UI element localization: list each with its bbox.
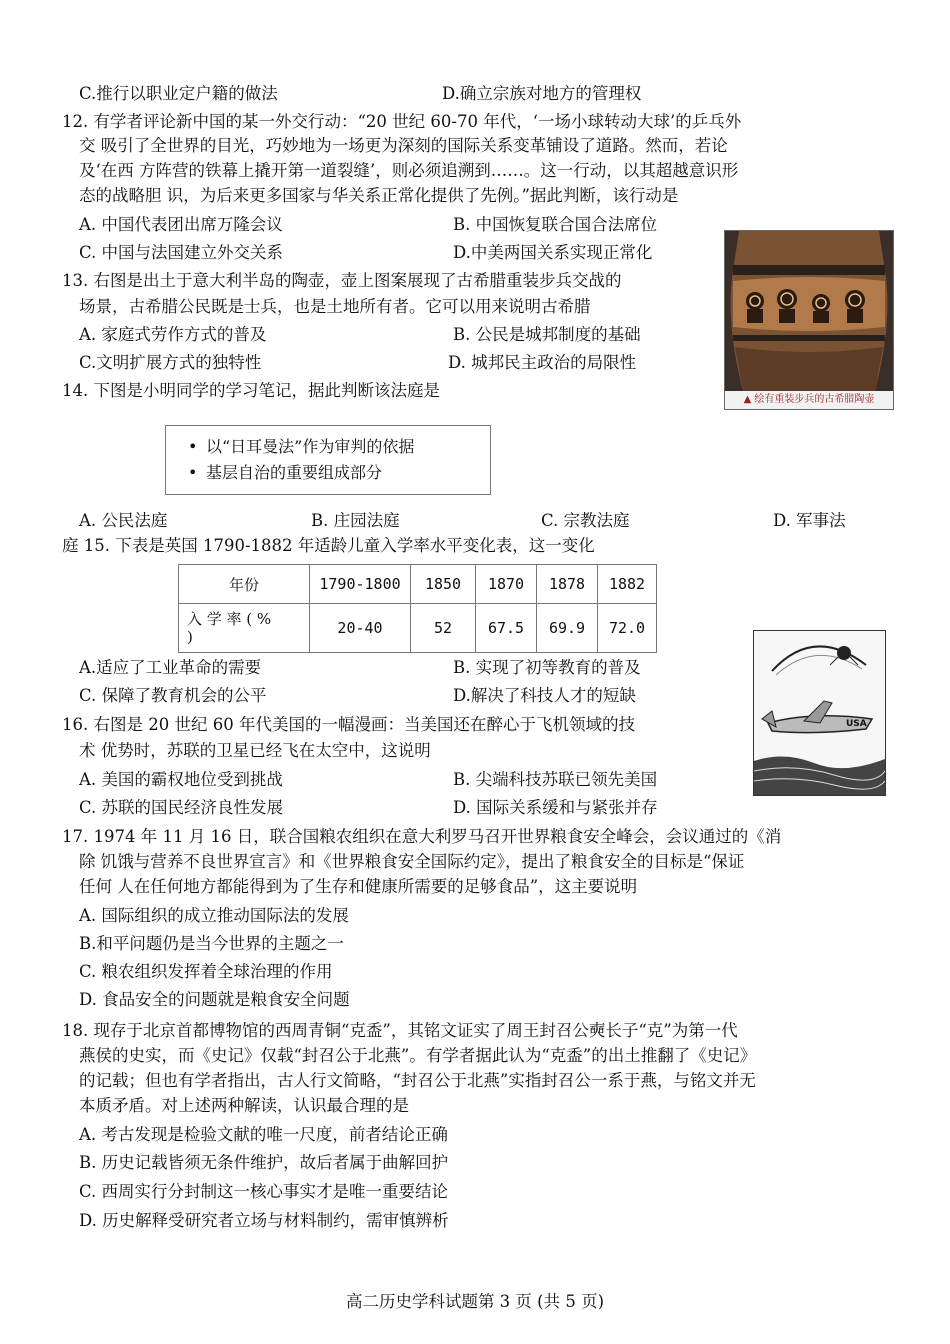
q17-option-b: B.和平问题仍是当今世界的主题之一	[79, 934, 344, 953]
q12-option-b: B. 中国恢复联合国合法席位	[453, 215, 658, 234]
vase-caption: ▲ 绘有重装步兵的古希腊陶壶	[743, 394, 875, 405]
q14-option-d: D. 军事法	[773, 511, 846, 530]
study-note-box	[165, 425, 491, 495]
q13-line-2: 场景，古希腊公民既是士兵，也是土地所有者。它可以用来说明古希腊	[79, 297, 591, 316]
q17-option-d: D. 食品安全的问题就是粮食安全问题	[79, 990, 350, 1009]
table-cell: 52	[411, 604, 476, 653]
q15-option-d: D.解决了科技人才的短缺	[453, 686, 636, 705]
q18-line-3: 的记载；但也有学者指出，古人行文简略，“封召公于北燕”实指封召公一系于燕，与铭文并无	[79, 1071, 756, 1090]
table-cell: 1870	[476, 565, 537, 604]
table-cell: 72.0	[598, 604, 657, 653]
table-cell: 20-40	[310, 604, 411, 653]
q12-line-1: 12. 有学者评论新中国的某一外交行动：“20 世纪 60-70 年代，‘一场小球转动大球’的乒乓外	[62, 112, 742, 131]
q17-option-c: C. 粮农组织发挥着全球治理的作用	[79, 962, 333, 981]
table-row	[179, 604, 657, 653]
q16-line-1: 16. 右图是 20 世纪 60 年代美国的一幅漫画：当美国还在醉心于飞机领域的技	[62, 715, 635, 734]
q14-option-c: C. 宗教法庭	[541, 511, 630, 530]
q13-line-1: 13. 右图是出土于意大利半岛的陶壶，壶上图案展现了古希腊重装步兵交战的	[62, 271, 622, 290]
q12-option-d: D.中美两国关系实现正常化	[453, 243, 653, 262]
q18-option-d: D. 历史解释受研究者立场与材料制约，需审慎辨析	[79, 1211, 449, 1230]
table-cell: 67.5	[476, 604, 537, 653]
q16-line-2: 术 优势时，苏联的卫星已经飞在太空中，这说明	[79, 741, 431, 760]
q16-option-b: B. 尖端科技苏联已领先美国	[453, 770, 658, 789]
greek-vase-image	[724, 230, 894, 410]
table-row	[179, 565, 657, 604]
q13-option-a: A. 家庭式劳作方式的普及	[79, 325, 267, 344]
q18-option-b: B. 历史记载皆须无条件维护，故后者属于曲解回护	[79, 1153, 449, 1172]
q14-option-a: A. 公民法庭	[79, 511, 168, 530]
page-footer: 高二历史学科试题第 3 页 (共 5 页)	[345, 1292, 605, 1311]
q15-option-c: C. 保障了教育机会的公平	[79, 686, 267, 705]
table-header-year: 年份	[179, 565, 310, 604]
table-cell: 1790-1800	[310, 565, 411, 604]
q17-line-2: 除 饥饿与营养不良世界宣言》和《世界粮食安全国际约定》，提出了粮食安全的目标是“保证	[79, 852, 745, 871]
q16-option-c: C. 苏联的国民经济良性发展	[79, 798, 284, 817]
q11-option-d: D.确立宗族对地方的管理权	[442, 84, 642, 103]
q18-option-a: A. 考古发现是检验文献的唯一尺度，前者结论正确	[79, 1125, 448, 1144]
space-race-cartoon-image	[753, 630, 886, 796]
q18-line-4: 本质矛盾。对上述两种解读，认识最合理的是	[79, 1096, 409, 1115]
q18-line-1: 18. 现存于北京首都博物馆的西周青铜“克盉”，其铭文证实了周王封召公奭长子“克”为第一代	[62, 1021, 738, 1040]
q12-option-c: C. 中国与法国建立外交关系	[79, 243, 284, 262]
q11-option-c: C.推行以职业定户籍的做法	[79, 84, 278, 103]
q15-option-b: B. 实现了初等教育的普及	[453, 658, 641, 677]
enrollment-rate-table	[178, 564, 657, 653]
q13-option-b: B. 公民是城邦制度的基础	[453, 325, 641, 344]
q16-option-d: D. 国际关系缓和与紧张并存	[453, 798, 658, 817]
q15-line: 庭 15. 下表是英国 1790-1882 年适龄儿童入学率水平变化表，这一变化	[62, 536, 595, 555]
q12-option-a: A. 中国代表团出席万隆会议	[79, 215, 283, 234]
q15-option-a: A.适应了工业革命的需要	[79, 658, 262, 677]
plane-label: USA	[846, 719, 867, 729]
q13-option-d: D. 城邦民主政治的局限性	[448, 353, 637, 372]
q17-line-1: 17. 1974 年 11 月 16 日，联合国粮农组织在意大利罗马召开世界粮食安全峰会，会议通过的《消	[62, 827, 782, 846]
q18-option-c: C. 西周实行分封制这一核心事实才是唯一重要结论	[79, 1182, 449, 1201]
table-cell: 1850	[411, 565, 476, 604]
table-cell: 1878	[537, 565, 598, 604]
q14-line: 14. 下图是小明同学的学习笔记，据此判断该法庭是	[62, 381, 440, 400]
study-note-item: • 基层自治的重要组成部分	[188, 463, 383, 482]
table-header-rate: 入 学 率 ( % )	[179, 604, 310, 653]
study-note-item: • 以“日耳曼法”作为审判的依据	[188, 437, 415, 456]
table-cell: 1882	[598, 565, 657, 604]
q18-line-2: 燕侯的史实，而《史记》仅载“封召公于北燕”。有学者据此认为“克盉”的出土推翻了《史记》	[79, 1046, 757, 1065]
table-cell: 69.9	[537, 604, 598, 653]
q12-line-4: 态的战略胆 识，为后来更多国家与华关系正常化提供了先例。”据此判断，该行动是	[79, 186, 679, 205]
q16-option-a: A. 美国的霸权地位受到挑战	[79, 770, 283, 789]
q12-line-3: 及‘在西 方阵营的铁幕上撬开第一道裂缝’，则必须追溯到……。这一行动，以其超越意识形	[79, 161, 739, 180]
q12-line-2: 交 吸引了全世界的目光，巧妙地为一场更为深刻的国际关系变革铺设了道路。然而，若论	[79, 136, 728, 155]
q17-option-a: A. 国际组织的成立推动国际法的发展	[79, 906, 349, 925]
bullet-icon: •	[188, 437, 198, 456]
q13-option-c: C.文明扩展方式的独特性	[79, 353, 262, 372]
q17-line-3: 任何 人在任何地方都能得到为了生存和健康所需要的足够食品”，这主要说明	[79, 877, 638, 896]
q14-option-b: B. 庄园法庭	[311, 511, 400, 530]
bullet-icon: •	[188, 463, 198, 482]
